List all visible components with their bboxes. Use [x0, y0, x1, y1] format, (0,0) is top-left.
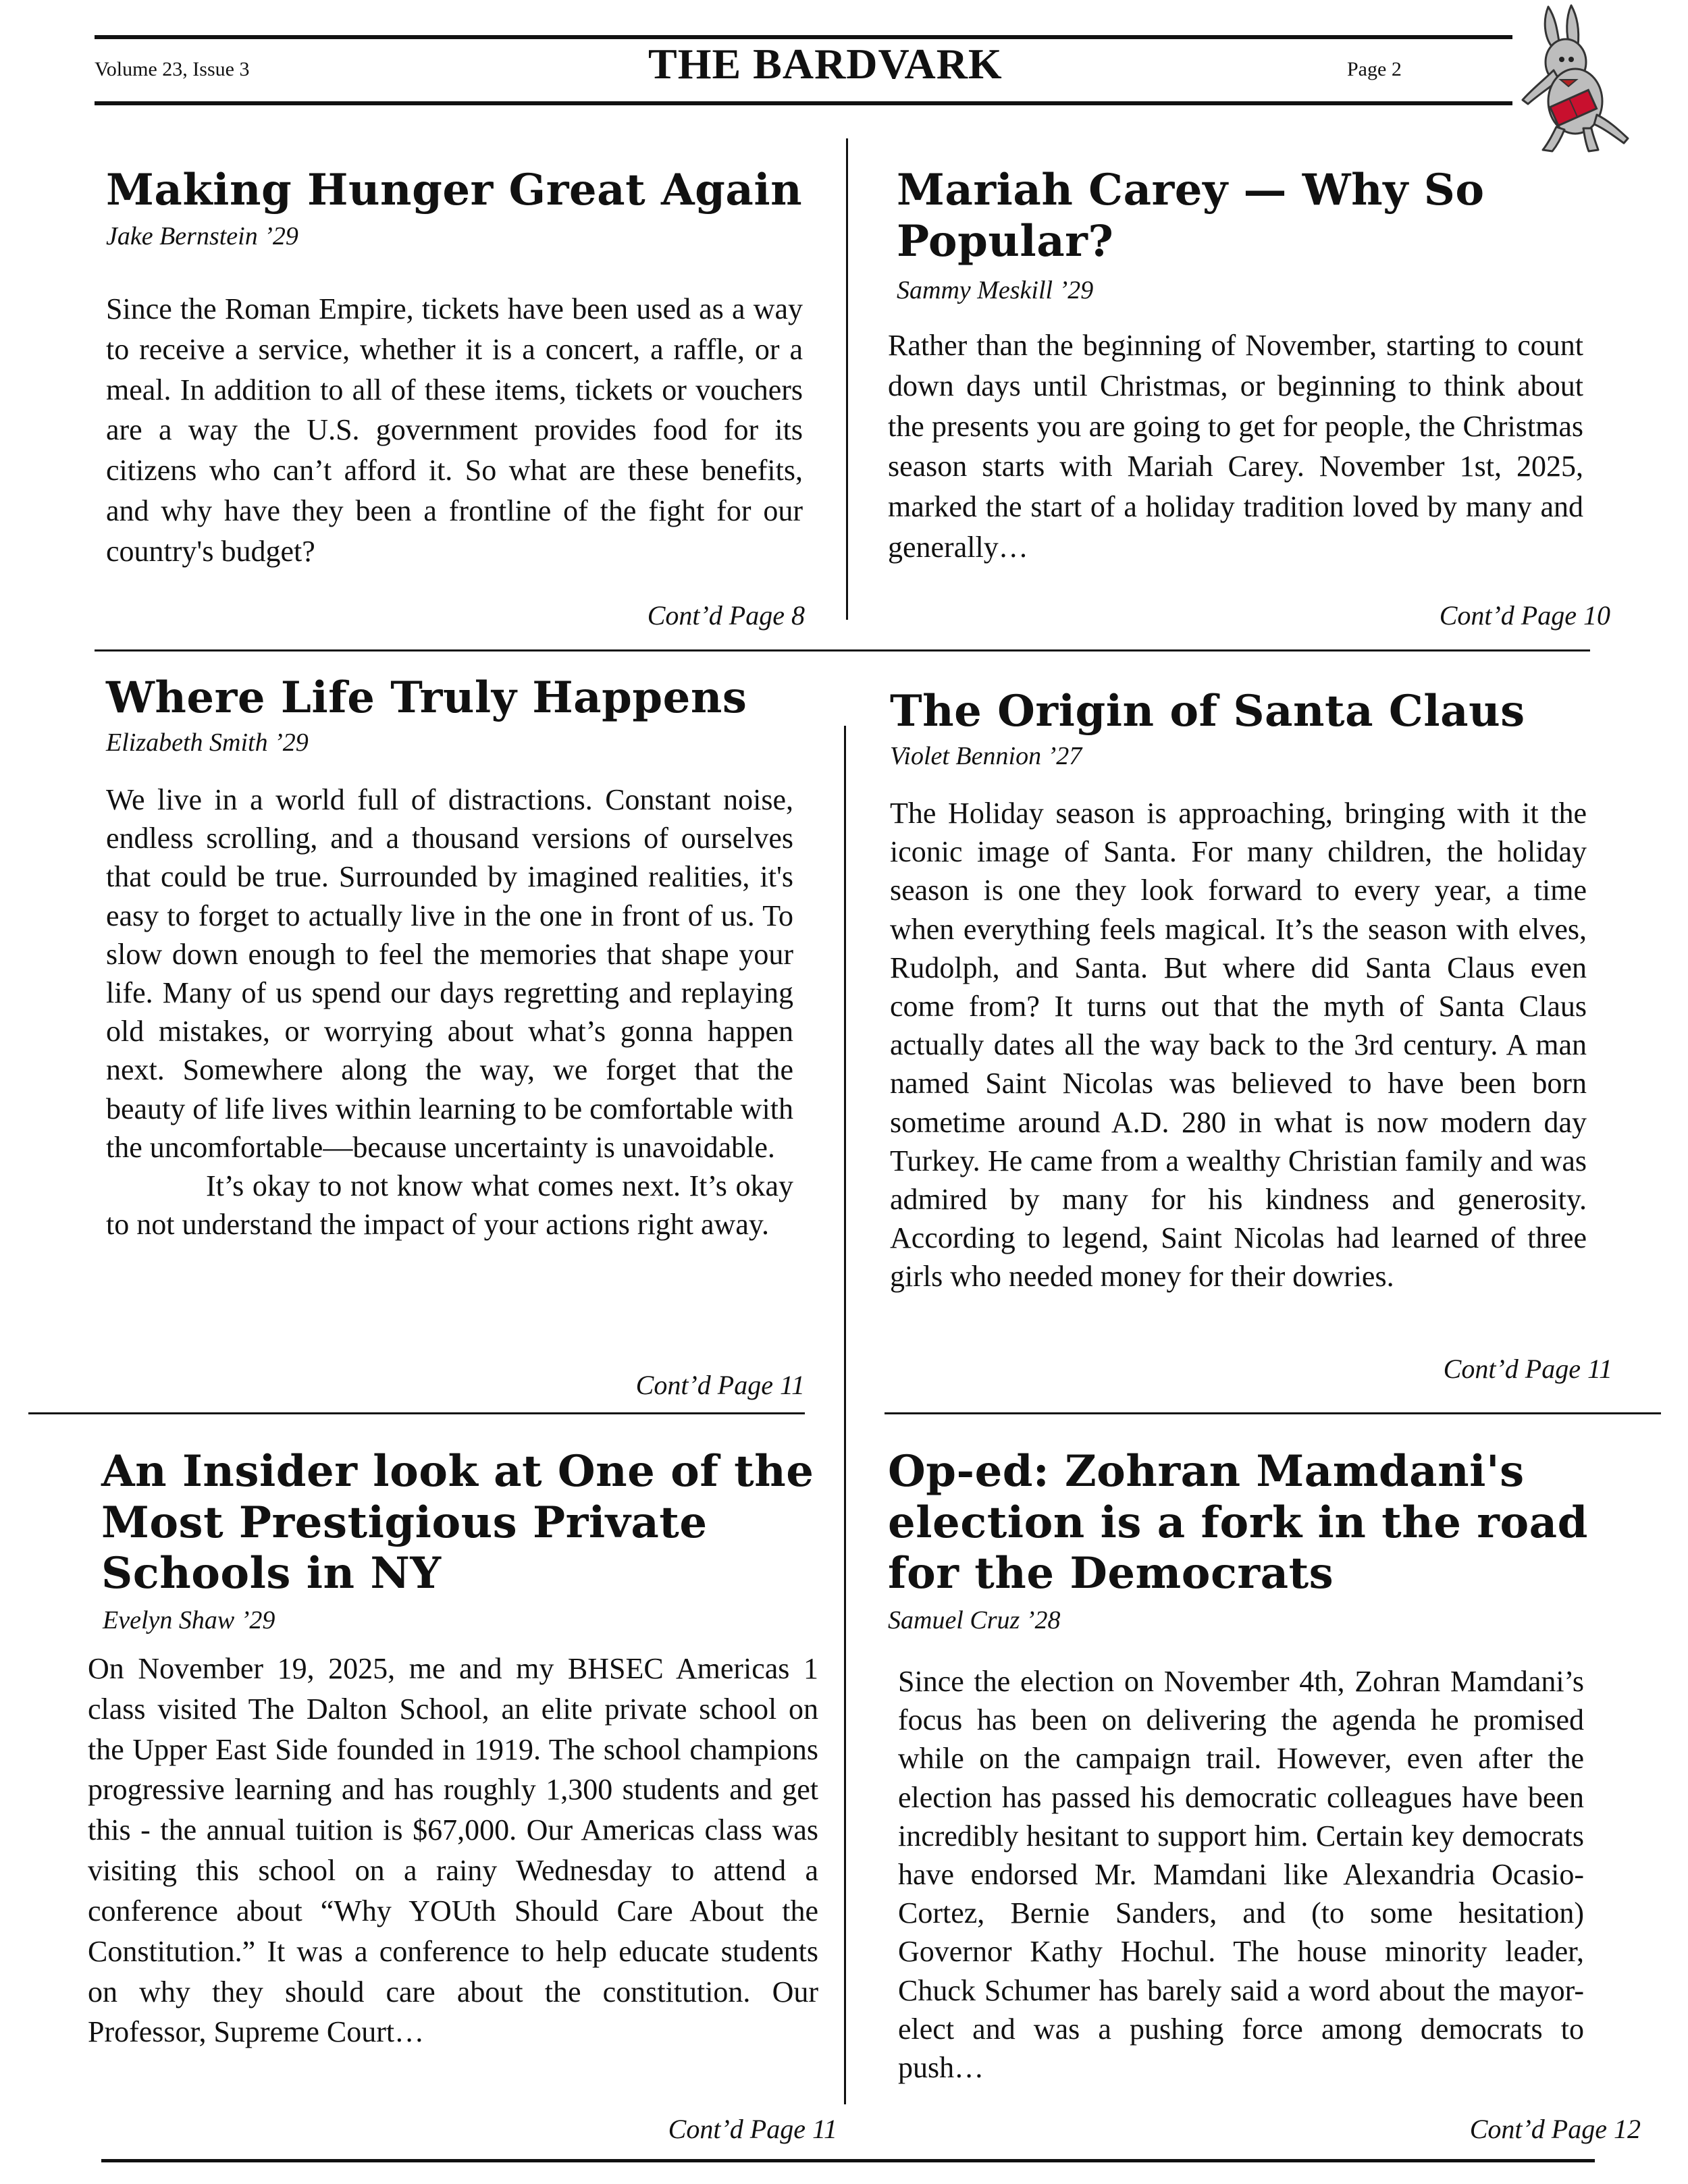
column-divider-lower: [844, 726, 846, 2104]
article-byline: Violet Bennion ’27: [890, 742, 1082, 770]
newspaper-title: THE BARDVARK: [648, 40, 1003, 88]
article-headline: Op-ed: Zohran Mamdani's election is a fork in the road for the Democrats: [888, 1446, 1588, 1599]
row-rule-2-right: [885, 1412, 1661, 1414]
continued-link[interactable]: Cont’d Page 8: [647, 600, 805, 631]
page-number: Page 2: [1347, 58, 1402, 80]
article-body: [88, 1649, 818, 2052]
article-headline: Where Life Truly Happens: [106, 672, 747, 723]
article-headline: Mariah Carey — Why So Popular?: [897, 165, 1485, 267]
row-rule-2-left: [28, 1412, 805, 1414]
row-rule-1: [95, 649, 1590, 651]
article-paragraph: Since the Roman Empire, tickets have been used as a way to receive a service, whether it is a concert, a raffle, or a meal. In addition to all of these items, tickets or vouchers are a way the U.S. government provides food for its citizens who can’t afford it. So what are these benefits, and why have they been a frontline of the fight for our country's budget?: [106, 292, 803, 568]
article-headline: The Origin of Santa Claus: [890, 686, 1525, 737]
article-byline: Evelyn Shaw ’29: [103, 1606, 275, 1634]
continued-link[interactable]: Cont’d Page 12: [1469, 2114, 1641, 2144]
footer-rule: [101, 2159, 1595, 2162]
header-bottom-rule: [95, 101, 1512, 105]
article-paragraph: We live in a world full of distractions. Constant noise, endless scrolling, and a thousand versions of ourselves that could be true. Surrounded by imagined realities, it's easy to forget to actually live in the one in front of us. To slow down enough to feel the memories that shape your life. Many of us spend our days regretting and replaying old mistakes, or worrying about what’s gonna happen next. Somewhere along the way, we forget that the beauty of life lives within learning to be comfortable with the uncomfortable—because uncertainty is unavoidable.: [106, 783, 793, 1164]
article-byline: Samuel Cruz ’28: [888, 1606, 1061, 1634]
continued-link[interactable]: Cont’d Page 10: [1439, 600, 1610, 631]
article-body: [898, 1662, 1584, 2087]
article-headline: Making Hunger Great Again: [106, 165, 803, 215]
continued-link[interactable]: Cont’d Page 11: [668, 2114, 837, 2144]
volume-issue: Volume 23, Issue 3: [95, 58, 250, 80]
article-body: [890, 794, 1587, 1296]
article-byline: Jake Bernstein ’29: [106, 222, 298, 250]
article-body: [106, 289, 803, 572]
continued-link[interactable]: Cont’d Page 11: [635, 1370, 805, 1400]
continued-link[interactable]: Cont’d Page 11: [1443, 1354, 1612, 1384]
article-body: [106, 780, 793, 1244]
article-paragraph: Rather than the beginning of November, starting to count down days until Christmas, or beginning to think about the presents you are going to get for people, the Christmas season starts with Mariah Carey. November 1st, 2025, marked the start of a holiday tradition loved by many and generally…: [888, 329, 1583, 564]
article-paragraph: The Holiday season is approaching, bringing with it the iconic image of Santa. For many children, the holiday season is one they look forward to every year, a time when everything feels magical. It’s the season with elves, Rudolph, and Santa. But where did Santa Claus even come from? It turns out that the myth of Santa Claus actually dates all the way back to the 3rd century. A man named Saint Nicolas was believed to have been born sometime around A.D. 280 in what is now modern day Turkey. He came from a wealthy Christian family and was admired by many for his kindness and generosity. According to legend, Saint Nicolas had learned of three girls who needed money for their dowries.: [890, 797, 1587, 1294]
article-paragraph: It’s okay to not know what comes next. It’s okay to not understand the impact of your actions right away.: [106, 1169, 793, 1242]
column-divider-top: [846, 138, 848, 620]
article-body: [888, 325, 1583, 568]
article-byline: Elizabeth Smith ’29: [106, 728, 309, 757]
article-paragraph: On November 19, 2025, me and my BHSEC Americas 1 class visited The Dalton School, an elite private school on the Upper East Side founded in 1919. The school champions progressive learning and has roughly 1,300 students and get this - the annual tuition is $67,000. Our Americas class was visiting this school on a rainy Wednesday to attend a conference about “Why YOUth Should Care About the Constitution.” It was a conference to help educate students on why they should care about the constitution. Our Professor, Supreme Court…: [88, 1652, 818, 2049]
article-byline: Sammy Meskill ’29: [897, 276, 1094, 304]
aardvark-mascot-icon: [1496, 0, 1631, 155]
article-paragraph: Since the election on November 4th, Zohran Mamdani’s focus has been on delivering the agenda he promised while on the campaign trail. However, even after the election has passed his democratic colleagues have been incredibly hesitant to support him. Certain key democrats have endorsed Mr. Mamdani like Alexandria Ocasio-Cortez, Bernie Sanders, and (to some hesitation) Governor Kathy Hochul. The house minority leader, Chuck Schumer has barely said a word about the mayor-elect and was a pushing force among democrats to push…: [898, 1665, 1584, 2084]
article-headline: An Insider look at One of the Most Prestigious Private Schools in NY: [101, 1446, 814, 1599]
